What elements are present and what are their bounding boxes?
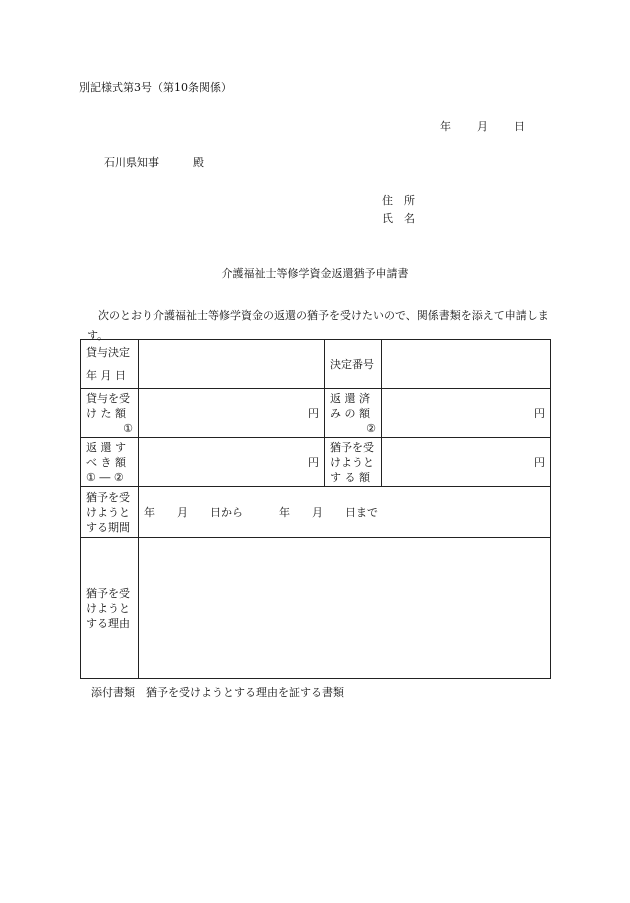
label-line: けようと <box>86 505 130 519</box>
label-line: ① ― ② <box>86 470 124 484</box>
table-row <box>81 538 551 679</box>
period-from-suffix: 日から <box>210 505 243 519</box>
label-line: けようと <box>330 455 374 469</box>
deferral-amount-label <box>325 438 382 487</box>
submission-date <box>440 121 525 132</box>
label-line: 猶予を受 <box>330 440 374 454</box>
addressee-name: 石川県知事 <box>104 156 159 169</box>
table-row <box>81 487 551 538</box>
due-amount-label <box>81 438 139 487</box>
label-line: べ き 額 <box>86 455 126 469</box>
label-line: ① <box>123 421 133 435</box>
due-amount-field[interactable] <box>139 438 325 487</box>
period-month-from: 月 <box>177 505 188 519</box>
decision-number-label: 決定番号 <box>325 340 382 389</box>
loan-decision-date-field[interactable] <box>139 340 325 389</box>
date-year: 年 <box>440 120 451 133</box>
loaned-amount-field[interactable] <box>139 389 325 438</box>
application-form-table <box>80 339 551 679</box>
application-text: 次のとおり介護福祉士等修学資金の返還の猶予を受けたいので、関係書類を添えて申請します。 <box>87 309 549 342</box>
period-year-to: 年 <box>279 505 290 519</box>
name-label: 氏 名 <box>382 212 415 225</box>
addressee <box>104 157 204 168</box>
date-day: 日 <box>514 120 525 133</box>
period-year-from: 年 <box>144 505 155 519</box>
label-line: 返 還 す <box>86 440 126 454</box>
deferral-period-field[interactable] <box>139 487 551 538</box>
deferral-amount-field[interactable] <box>382 438 551 487</box>
label-line: 猶予を受 <box>86 490 130 504</box>
yen-unit: 円 <box>534 455 545 469</box>
repaid-amount-field[interactable] <box>382 389 551 438</box>
form-number: 別記様式第3号（第10条関係） <box>79 81 232 94</box>
label-line: する理由 <box>86 616 130 630</box>
table-row <box>81 389 551 438</box>
yen-unit: 円 <box>308 406 319 420</box>
label-line: 返 還 済 <box>330 391 370 405</box>
label-line: す る 額 <box>330 470 370 484</box>
loan-decision-date-label <box>81 340 139 389</box>
label-line: けようと <box>86 601 130 615</box>
date-month: 月 <box>477 120 488 133</box>
label-line: 貸与を受 <box>86 391 130 405</box>
deferral-reason-field[interactable] <box>139 538 551 679</box>
loaned-amount-label <box>81 389 139 438</box>
address-label: 住 所 <box>382 194 415 207</box>
deferral-period-label <box>81 487 139 538</box>
honorific: 殿 <box>193 156 204 169</box>
label-line: 猶予を受 <box>86 586 130 600</box>
yen-unit: 円 <box>308 455 319 469</box>
decision-number-field[interactable] <box>382 340 551 389</box>
label-line: 年 月 日 <box>86 369 126 382</box>
page-title: 介護福祉士等修学資金返還猶予申請書 <box>221 267 409 280</box>
label-line: する期間 <box>86 520 130 534</box>
label-line: 貸与決定 <box>86 346 130 359</box>
yen-unit: 円 <box>534 406 545 420</box>
attachment-note: 添付書類 猶予を受けようとする理由を証する書類 <box>91 686 344 699</box>
table-row <box>81 438 551 487</box>
label-line: け た 額 <box>86 406 126 420</box>
table-row <box>81 340 551 389</box>
period-month-to: 月 <box>312 505 323 519</box>
deferral-reason-label <box>81 538 139 679</box>
label-line: み の 額 <box>330 406 370 420</box>
repaid-amount-label <box>325 389 382 438</box>
period-to-suffix: 日まで <box>345 505 378 519</box>
label-line: ② <box>366 421 376 435</box>
